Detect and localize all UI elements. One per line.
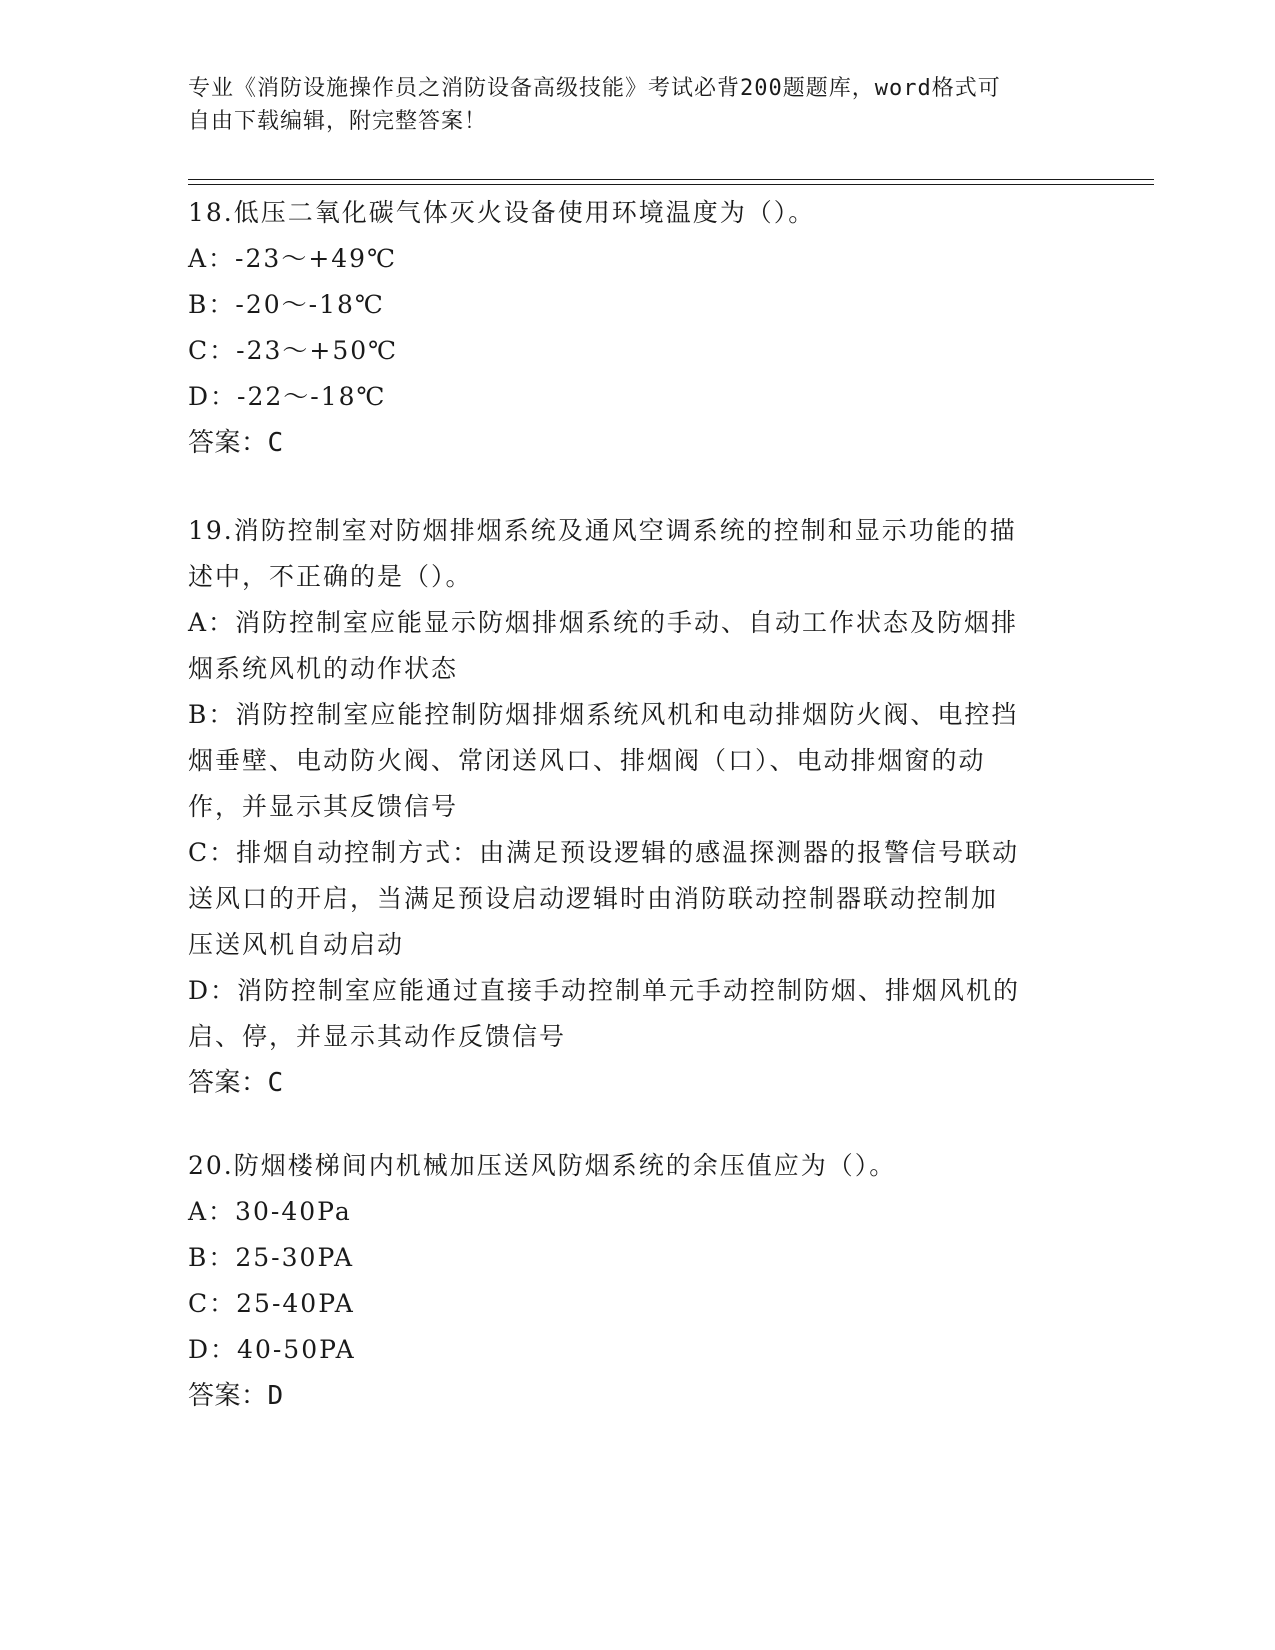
option-c-cont: 送风口的开启，当满足预设启动逻辑时由消防联动控制器联动控制加 — [188, 884, 999, 913]
option-b-cont: 作，并显示其反馈信号 — [188, 792, 459, 821]
document-header — [188, 72, 1068, 138]
option-d: D：消防控制室应能通过直接手动控制单元手动控制防烟、排烟风机的 — [188, 976, 1021, 1005]
option-a-cont: 烟系统风机的动作状态 — [188, 654, 459, 683]
question-stem: 18.低压二氧化碳气体灭火设备使用环境温度为（）。 — [188, 198, 816, 227]
question-19 — [188, 508, 1068, 1106]
option-b-cont: 烟垂壁、电动防火阀、常闭送风口、排烟阀（口）、电动排烟窗的动 — [188, 746, 986, 775]
answer-line: 答案：C — [188, 428, 284, 458]
option-d: D：-22～-18℃ — [188, 382, 387, 411]
option-b: B：-20～-18℃ — [188, 290, 385, 319]
option-a: A：30-40Pa — [188, 1197, 352, 1226]
option-a: A：-23～+49℃ — [188, 244, 398, 273]
question-18 — [188, 190, 1068, 466]
option-d-cont: 启、停，并显示其动作反馈信号 — [188, 1022, 567, 1051]
option-c-cont: 压送风机自动启动 — [188, 930, 405, 959]
option-b: B：25-30PA — [188, 1243, 355, 1272]
question-stem: 20.防烟楼梯间内机械加压送风防烟系统的余压值应为（）。 — [188, 1151, 897, 1180]
option-c: C：-23～+50℃ — [188, 336, 399, 365]
header-line-1: 专业《消防设施操作员之消防设备高级技能》考试必背200题题库，word格式可 — [188, 76, 1001, 101]
question-20 — [188, 1143, 1068, 1419]
header-line-2: 自由下载编辑，附完整答案！ — [188, 109, 488, 134]
option-b: B：消防控制室应能控制防烟排烟系统风机和电动排烟防火阀、电控挡 — [188, 700, 1019, 729]
header-divider-bottom — [188, 184, 1154, 185]
answer-line: 答案：D — [188, 1381, 284, 1411]
option-c: C：25-40PA — [188, 1289, 355, 1318]
option-c: C：排烟自动控制方式：由满足预设逻辑的感温探测器的报警信号联动 — [188, 838, 1020, 867]
option-d: D：40-50PA — [188, 1335, 356, 1364]
option-a: A：消防控制室应能显示防烟排烟系统的手动、自动工作状态及防烟排 — [188, 608, 1019, 637]
header-divider-top — [188, 179, 1154, 180]
answer-line: 答案：C — [188, 1068, 284, 1098]
question-stem: 19.消防控制室对防烟排烟系统及通风空调系统的控制和显示功能的描 — [188, 516, 1017, 545]
question-stem-cont: 述中，不正确的是（）。 — [188, 562, 473, 591]
